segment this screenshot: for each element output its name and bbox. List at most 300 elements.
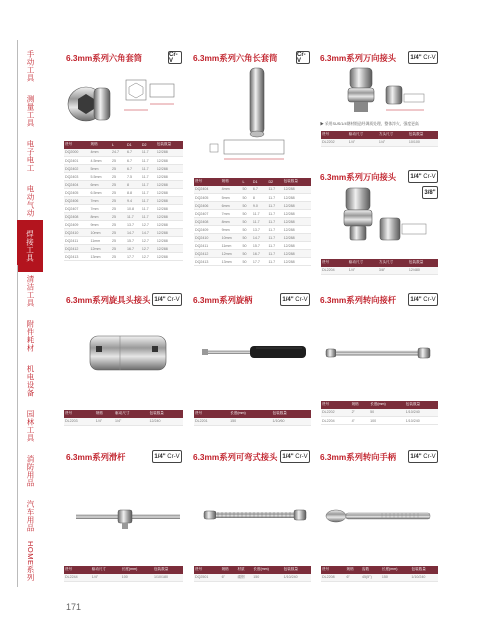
- column-header: 规格: [221, 178, 242, 186]
- table-cell: 1/10/240: [405, 409, 438, 417]
- table-cell: 50: [241, 194, 251, 202]
- table-cell: 4mm: [221, 186, 242, 194]
- spec-table-3: [321, 131, 438, 147]
- product-title-8: 6.3mm系列滑杆: [66, 452, 126, 462]
- table-cell: 11.7: [141, 189, 156, 197]
- table-row: [194, 242, 311, 250]
- table-cell: 25: [111, 205, 126, 213]
- table-cell: 2": [351, 409, 370, 417]
- table-cell: 50: [369, 409, 405, 417]
- sidebar-item-label: 测量工具: [26, 95, 35, 127]
- table-cell: 11.7: [267, 218, 282, 226]
- table-cell: 11.7: [267, 226, 282, 234]
- table-cell: DQ2407: [194, 210, 221, 218]
- table-cell: 6": [346, 574, 361, 582]
- table-cell: 9mm: [90, 221, 112, 229]
- size-badge-8: 1/4" Cr-V: [152, 450, 182, 463]
- table-cell: 12/288: [156, 149, 183, 157]
- column-header: 齿数: [361, 566, 381, 574]
- table-cell: 10/100: [408, 139, 438, 147]
- category-sidebar: [0, 40, 42, 585]
- table-cell: DL2202: [321, 409, 351, 417]
- table-cell: DQ2000: [64, 149, 90, 157]
- column-header: 包装数量: [156, 141, 183, 149]
- table-cell: 1/10/240: [283, 574, 311, 582]
- table-cell: 14.7: [252, 234, 268, 242]
- table-cell: 11.7: [141, 149, 156, 157]
- column-header: 货号: [321, 259, 348, 267]
- table-cell: 碳钢: [236, 574, 252, 582]
- table-cell: 25: [111, 253, 126, 261]
- table-cell: 50: [241, 202, 251, 210]
- table-cell: DL2244: [64, 574, 91, 582]
- table-cell: DL2204: [321, 267, 348, 275]
- table-cell: 12/288: [283, 242, 311, 250]
- table-cell: 11.7: [126, 213, 141, 221]
- table-header-row: [64, 566, 183, 574]
- column-header: 货号: [64, 141, 90, 149]
- table-cell: 11mm: [90, 237, 112, 245]
- product-title-2: 6.3mm系列六角长套筒: [193, 53, 278, 63]
- column-header: 包装数量: [408, 131, 438, 139]
- table-row: [64, 189, 183, 197]
- table-cell: 12/288: [156, 181, 183, 189]
- table-cell: 50: [241, 218, 251, 226]
- table-header-row: [321, 259, 438, 267]
- table-cell: 12/288: [283, 226, 311, 234]
- table-cell: DQ2407: [64, 205, 90, 213]
- table-cell: DQ2402: [64, 165, 90, 173]
- column-header: 货号: [321, 401, 351, 409]
- table-row: [64, 213, 183, 221]
- table-cell: 6mm: [221, 202, 242, 210]
- size-badge-3: 1/4" Cr-V: [408, 51, 438, 64]
- table-cell: 1/4": [114, 418, 148, 426]
- sidebar-item-label: 消防用品: [26, 455, 35, 487]
- table-cell: 11.7: [267, 186, 282, 194]
- table-cell: 12/288: [156, 237, 183, 245]
- size-badge-4b: 3/8": [422, 186, 438, 199]
- table-header-row: [321, 131, 438, 139]
- table-row: [194, 258, 311, 266]
- table-cell: 11.7: [267, 234, 282, 242]
- sidebar-item-label: 汽车用品: [26, 500, 35, 532]
- column-header: 包装数量: [405, 401, 438, 409]
- table-cell: 11.7: [141, 197, 156, 205]
- table-cell: 50: [241, 210, 251, 218]
- size-badge-4: 1/4" Cr-V: [408, 170, 438, 183]
- table-cell: 8.8: [126, 189, 141, 197]
- table-cell: 12/288: [156, 173, 183, 181]
- column-header: 方头尺寸: [378, 259, 408, 267]
- spec-table-4: [321, 259, 438, 275]
- table-cell: 6.7: [252, 186, 268, 194]
- table-cell: 7.5: [126, 173, 141, 181]
- table-row: [64, 221, 183, 229]
- column-header: 包装数量: [410, 566, 438, 574]
- table-cell: 150: [252, 574, 282, 582]
- product-title-4: 6.3mm系列万向接头: [320, 172, 397, 182]
- sidebar-item-label: HOME系列: [26, 540, 35, 582]
- column-header: D2: [141, 141, 156, 149]
- table-cell: 11.7: [267, 202, 282, 210]
- hex-socket-image: [64, 66, 184, 136]
- size-badge-9: 1/4" Cr-V: [280, 450, 310, 463]
- table-cell: 11.7: [141, 181, 156, 189]
- table-cell: 12/288: [283, 210, 311, 218]
- table-cell: 100: [369, 417, 405, 425]
- sidebar-item-label: 机电设备: [26, 365, 35, 397]
- product-title-6: 6.3mm系列旋柄: [193, 295, 253, 305]
- table-row: [64, 157, 183, 165]
- spec-table-2: [194, 178, 311, 266]
- column-header: 货号: [194, 178, 221, 186]
- table-cell: 11mm: [221, 242, 242, 250]
- table-cell: 11.7: [267, 250, 282, 258]
- table-cell: 1/10/240: [405, 417, 438, 425]
- size-badge-10: 1/4" Cr-V: [408, 450, 438, 463]
- table-cell: DQ2409: [194, 226, 221, 234]
- table-cell: DQ2412: [64, 245, 90, 253]
- table-cell: 50: [241, 226, 251, 234]
- table-cell: 1/10/60: [272, 418, 311, 426]
- table-cell: 5.5mm: [90, 173, 112, 181]
- table-cell: 12/288: [156, 189, 183, 197]
- table-cell: DQ2404: [64, 181, 90, 189]
- table-cell: DL2203: [64, 418, 95, 426]
- table-cell: 10mm: [221, 234, 242, 242]
- table-cell: DQ2413: [64, 253, 90, 261]
- table-cell: 7mm: [90, 197, 112, 205]
- table-cell: 10mm: [90, 229, 112, 237]
- table-row: [194, 574, 311, 582]
- table-cell: 25: [111, 221, 126, 229]
- page-number: 171: [66, 602, 82, 612]
- table-cell: 1/10/180: [153, 574, 183, 582]
- table-cell: 13mm: [90, 253, 112, 261]
- table-cell: 25: [111, 237, 126, 245]
- table-cell: 1/4": [348, 267, 378, 275]
- table-cell: DQ2413: [194, 258, 221, 266]
- column-header: 驱动尺寸: [348, 259, 378, 267]
- table-cell: 9mm: [221, 226, 242, 234]
- table-cell: 100: [121, 574, 153, 582]
- table-cell: 4.5mm: [90, 157, 112, 165]
- table-cell: 25: [111, 181, 126, 189]
- table-row: [321, 139, 438, 147]
- spec-table-6: [194, 410, 311, 426]
- table-cell: 15.7: [252, 242, 268, 250]
- table-cell: 11.7: [267, 194, 282, 202]
- table-cell: 11.7: [141, 157, 156, 165]
- table-row: [321, 267, 438, 275]
- column-header: 包装数量: [149, 410, 183, 418]
- table-header-row: [64, 410, 183, 418]
- table-cell: 8: [252, 194, 268, 202]
- product-title-3: 6.3mm系列万向接头: [320, 53, 397, 63]
- table-header-row: [194, 410, 311, 418]
- product-note-3: ▶ 采用SUS/1/4钢材锻造经调质处理，整体淬火，强度更高: [320, 122, 419, 126]
- table-cell: 1/10/240: [410, 574, 438, 582]
- flexible-extension-image: [200, 505, 310, 525]
- column-header: 长度(mm): [381, 566, 411, 574]
- column-header: 货号: [194, 566, 221, 574]
- column-header: D1: [126, 141, 141, 149]
- column-header: 包装数量: [272, 410, 311, 418]
- table-row: [194, 250, 311, 258]
- table-cell: 13.7: [252, 226, 268, 234]
- table-cell: 45(5°): [361, 574, 381, 582]
- table-cell: 12/288: [156, 253, 183, 261]
- universal-joint-adapter-image: [330, 184, 440, 256]
- column-header: 方头尺寸: [378, 131, 408, 139]
- column-header: 长度(mm): [121, 566, 153, 574]
- table-cell: 25: [111, 173, 126, 181]
- table-cell: DQ2410: [194, 234, 221, 242]
- table-cell: 3/8": [378, 267, 408, 275]
- table-cell: 6.7: [126, 165, 141, 173]
- table-cell: DQ2411: [64, 237, 90, 245]
- table-row: [64, 173, 183, 181]
- table-cell: 150: [229, 418, 271, 426]
- table-cell: 12/288: [283, 218, 311, 226]
- table-cell: 12/288: [156, 157, 183, 165]
- size-badge-7: 1/4" Cr-V: [408, 293, 438, 306]
- table-cell: DQ2404: [194, 186, 221, 194]
- product-title-1: 6.3mm系列六角套筒: [66, 53, 143, 63]
- column-header: 长度(mm): [369, 401, 405, 409]
- table-cell: DQ2410: [64, 229, 90, 237]
- table-row: [64, 149, 183, 157]
- table-header-row: [194, 566, 311, 574]
- table-cell: 11.7: [141, 165, 156, 173]
- size-badge-6: 1/4" Cr-V: [280, 293, 310, 306]
- table-cell: 25: [111, 213, 126, 221]
- column-header: 规格: [346, 566, 361, 574]
- table-row: [64, 205, 183, 213]
- column-header: 规格: [351, 401, 370, 409]
- column-header: 包装数量: [153, 566, 183, 574]
- table-cell: 12/288: [156, 165, 183, 173]
- table-cell: 12.7: [141, 221, 156, 229]
- product-title-7: 6.3mm系列转向接杆: [320, 295, 397, 305]
- table-cell: 5mm: [221, 194, 242, 202]
- table-cell: 25: [111, 189, 126, 197]
- table-cell: 1/4": [95, 418, 114, 426]
- table-cell: 11.7: [252, 218, 268, 226]
- table-cell: DQ2403: [64, 173, 90, 181]
- product-title-5: 6.3mm系列旋具头接头: [66, 295, 151, 305]
- sidebar-item-label: 园林工具: [26, 410, 35, 442]
- table-header-row: [321, 401, 438, 409]
- table-cell: DQ2412: [194, 250, 221, 258]
- table-cell: 6.5mm: [90, 189, 112, 197]
- spec-table-7: [321, 401, 438, 425]
- column-header: 货号: [194, 410, 229, 418]
- column-header: 货号: [321, 566, 346, 574]
- table-cell: 11.7: [141, 205, 156, 213]
- sidebar-item-11[interactable]: [17, 535, 43, 587]
- table-row: [64, 253, 183, 261]
- table-row: [194, 218, 311, 226]
- table-cell: 12/288: [156, 221, 183, 229]
- column-header: 包装数量: [408, 259, 438, 267]
- table-cell: 12/288: [156, 229, 183, 237]
- column-header: 长度(mm): [229, 410, 271, 418]
- table-row: [64, 197, 183, 205]
- table-cell: 12.7: [141, 253, 156, 261]
- sidebar-item-label: 电动气动: [26, 185, 35, 217]
- spec-table-8: [64, 566, 183, 582]
- table-cell: 150: [381, 574, 411, 582]
- table-cell: DQ2405: [194, 194, 221, 202]
- table-cell: 15.7: [126, 237, 141, 245]
- table-cell: 8mm: [221, 218, 242, 226]
- table-cell: 1/4": [378, 139, 408, 147]
- table-cell: 10.8: [126, 205, 141, 213]
- column-header: 材质: [236, 566, 252, 574]
- column-header: 长度(mm): [252, 566, 282, 574]
- table-cell: DL2204: [321, 417, 351, 425]
- table-cell: 12/288: [283, 234, 311, 242]
- product-title-10: 6.3mm系列转向手柄: [320, 452, 397, 462]
- column-header: D1: [252, 178, 268, 186]
- table-cell: 12/288: [156, 205, 183, 213]
- spec-table-10: [321, 566, 438, 582]
- bit-adapter-image: [86, 330, 172, 376]
- table-cell: DQ2401: [64, 157, 90, 165]
- table-row: [64, 165, 183, 173]
- table-cell: 12mm: [90, 245, 112, 253]
- table-cell: 7mm: [221, 210, 242, 218]
- size-badge-5: 1/4" Cr-V: [152, 293, 182, 306]
- table-cell: 11.7: [141, 213, 156, 221]
- deep-socket-image: [196, 64, 306, 164]
- table-row: [321, 417, 438, 425]
- table-cell: 6.7: [126, 149, 141, 157]
- table-cell: 12/480: [408, 267, 438, 275]
- table-row: [194, 226, 311, 234]
- column-header: D2: [267, 178, 282, 186]
- table-cell: 12/240: [149, 418, 183, 426]
- column-header: 驱动尺寸: [114, 410, 148, 418]
- table-cell: 50: [241, 242, 251, 250]
- table-cell: 12/288: [283, 202, 311, 210]
- column-header: 货号: [64, 410, 95, 418]
- table-header-row: [64, 141, 183, 149]
- table-header-row: [321, 566, 438, 574]
- table-cell: 5mm: [90, 165, 112, 173]
- table-cell: 6": [221, 574, 237, 582]
- table-cell: DL2202: [321, 139, 348, 147]
- table-cell: 50: [241, 234, 251, 242]
- table-cell: 12mm: [221, 250, 242, 258]
- table-row: [194, 194, 311, 202]
- column-header: L: [241, 178, 251, 186]
- table-cell: 12.7: [141, 237, 156, 245]
- table-cell: 4": [351, 417, 370, 425]
- table-cell: 17.7: [252, 258, 268, 266]
- column-header: 包装数量: [283, 178, 311, 186]
- column-header: 规格: [221, 566, 237, 574]
- table-cell: DL2208: [321, 574, 346, 582]
- table-cell: 24.7: [111, 149, 126, 157]
- spinner-handle-image: [198, 340, 310, 364]
- table-cell: 12/288: [283, 258, 311, 266]
- table-header-row: [194, 178, 311, 186]
- sidebar-item-label: 手动工具: [26, 50, 35, 82]
- column-header: 货号: [321, 131, 348, 139]
- table-row: [64, 245, 183, 253]
- table-cell: 9.0: [252, 202, 268, 210]
- spec-table-1: [64, 141, 183, 261]
- table-cell: 25: [111, 229, 126, 237]
- table-cell: DQ2405: [64, 189, 90, 197]
- table-cell: 11.7: [267, 210, 282, 218]
- table-cell: DQ2408: [64, 213, 90, 221]
- table-cell: 12/288: [156, 197, 183, 205]
- table-cell: 13mm: [221, 258, 242, 266]
- material-badge-1: Cr-V: [168, 51, 182, 64]
- table-cell: 12/288: [283, 194, 311, 202]
- table-row: [194, 186, 311, 194]
- column-header: 驱动尺寸: [91, 566, 121, 574]
- table-cell: 50: [241, 250, 251, 258]
- table-cell: 4mm: [90, 149, 112, 157]
- table-cell: 16.7: [252, 250, 268, 258]
- table-cell: 25: [111, 157, 126, 165]
- table-cell: 13.7: [126, 221, 141, 229]
- table-cell: 1/4": [91, 574, 121, 582]
- material-badge-2: Cr-V: [296, 51, 310, 64]
- column-header: 规格: [95, 410, 114, 418]
- table-cell: 17.7: [126, 253, 141, 261]
- table-cell: 12/288: [156, 245, 183, 253]
- table-cell: 25: [111, 197, 126, 205]
- table-row: [64, 181, 183, 189]
- table-cell: 11.7: [267, 242, 282, 250]
- table-cell: 16.7: [126, 245, 141, 253]
- table-cell: 11.7: [252, 210, 268, 218]
- table-cell: 14.7: [141, 229, 156, 237]
- table-row: [321, 574, 438, 582]
- table-cell: 12/288: [283, 250, 311, 258]
- table-cell: 9.4: [126, 197, 141, 205]
- column-header: L: [111, 141, 126, 149]
- table-row: [64, 418, 183, 426]
- table-cell: DQ2406: [64, 197, 90, 205]
- table-cell: 50: [241, 186, 251, 194]
- table-row: [321, 409, 438, 417]
- spec-table-9: [194, 566, 311, 582]
- sidebar-item-label: 焊接工具: [25, 230, 35, 262]
- table-cell: DQ2406: [194, 202, 221, 210]
- table-row: [64, 574, 183, 582]
- table-cell: DQ2411: [194, 242, 221, 250]
- table-cell: 12/288: [283, 186, 311, 194]
- table-cell: DQ2408: [194, 218, 221, 226]
- table-cell: 8mm: [90, 213, 112, 221]
- sidebar-item-label: 附件耗材: [26, 320, 35, 352]
- column-header: 驱动尺寸: [348, 131, 378, 139]
- product-title-9: 6.3mm系列可弯式接头: [193, 452, 278, 462]
- table-cell: 12/288: [156, 213, 183, 221]
- sidebar-item-label: 电子电工: [26, 140, 35, 172]
- ratchet-handle-image: [322, 506, 434, 526]
- table-cell: 6.7: [126, 157, 141, 165]
- table-cell: 1/4": [348, 139, 378, 147]
- column-header: 包装数量: [283, 566, 311, 574]
